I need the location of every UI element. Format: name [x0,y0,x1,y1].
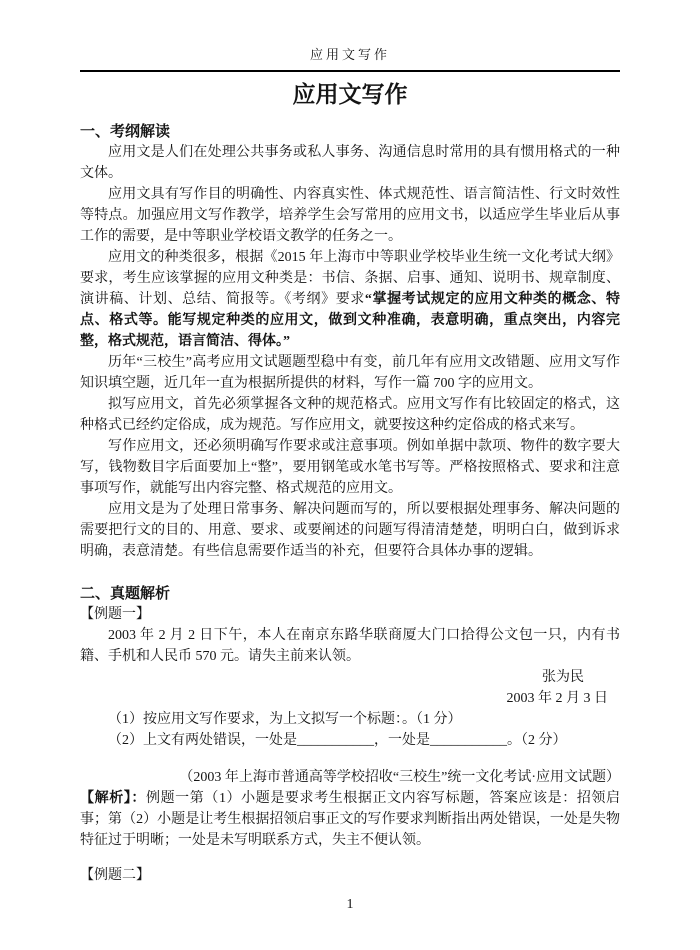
example1-date: 2003 年 2 月 3 日 [506,691,608,706]
paragraph-categories-bold-quote: “掌握考试规定的应用文种类的概念、特点、格式等。能写规定种类的应用文，做到文种准确，表意明确，重点突出，内容完整，格式规范，语言简洁、得体。” [80,292,620,349]
example1-question-1: （1）按应用文写作要求，为上文拟写一个标题：。（1 分） [108,712,462,727]
example1-analysis-text: 例题一第（1）小题是要求考生根据正文内容写标题，答案应该是：招领启事；第（2）小题是让考生根据招领启事正文的写作要求判断指出两处错误，一处是失物特征过于明晰；一处是未写明联系方式，失主不便认领。 [80,791,621,848]
example1-notice-body: 2003 年 2 月 2 日下午，本人在南京东路华联商厦大门口拾得公文包一只，内有书籍、手机和人民币 570 元。请失主前来认领。 [80,628,620,664]
running-header: 应用文写作 [80,46,620,72]
example2-label: 【例题二】 [80,868,150,883]
paragraph-exam-history: 历年“三校生”高考应用文试题题型稳中有变，前几年有应用文改错题、应用文写作知识填空题，近几年一直为根据所提供的材料，写作一篇 700 字的应用文。 [80,355,620,391]
paragraph-categories-normal: 应用文的种类很多，根据《2015 年上海市中等职业学校毕业生统一文化考试大纲》要求，考生应该掌握的应用文种类是：书信、条据、启事、通知、说明书、规章制度、演讲稿、计划、总结、简报等。《考纲》要求 [80,250,620,307]
example1-question-2: （2）上文有两处错误，一处是___________，一处是___________。（2 分） [108,733,567,748]
paragraph-format: 拟写应用文，首先必须掌握各文种的规范格式。应用文写作有比较固定的格式，这种格式已经约定俗成，成为规范。写作应用文，就要按这种约定俗成的格式来写。 [80,397,620,433]
paragraph-categories [80,247,620,352]
page-title: 应用文写作 [292,81,408,107]
example1-analysis-label: 【解析】： [80,791,146,806]
section-heading-exam-analysis: 二、真题解析 [80,585,171,602]
example1-analysis [80,788,620,851]
paragraph-features: 应用文具有写作目的明确性、内容真实性、体式规范性、语言简洁性、行文时效性等特点。加强应用文写作教学，培养学生会写常用的应用文书，以适应学生毕业后从事工作的需要，是中等职业学校语文教学的任务之一。 [80,187,620,244]
paragraph-requirements: 写作应用文，还必须明确写作要求或注意事项。例如单据中款项、物件的数字要大写，钱物数目字后面要加上“整”，要用钢笔或水笔书写等。严格按照格式、要求和注意事项写作，就能写出内容完整、格式规范的应用文。 [80,439,620,496]
page-sheet [80,0,620,886]
example1-source-citation: （2003 年上海市普通高等学校招收“三校生”统一文化考试·应用文试题） [179,770,620,785]
paragraph-definition: 应用文是人们在处理公共事务或私人事务、沟通信息时常用的具有惯用格式的一种文体。 [80,145,620,181]
example1-signature: 张为民 [542,670,584,685]
example1-label: 【例题一】 [80,607,150,622]
section-heading-outline: 一、考纲解读 [80,123,171,140]
paragraph-purpose: 应用文是为了处理日常事务、解决问题而写的，所以要根据处理事务、解决问题的需要把行文的目的、用意、要求、或要阐述的问题写得清清楚楚，明明白白，做到诉求明确，表意清楚。有些信息需要作适当的补充，但要符合具体办事的逻辑。 [80,502,620,559]
page-number: 1 [346,897,354,912]
